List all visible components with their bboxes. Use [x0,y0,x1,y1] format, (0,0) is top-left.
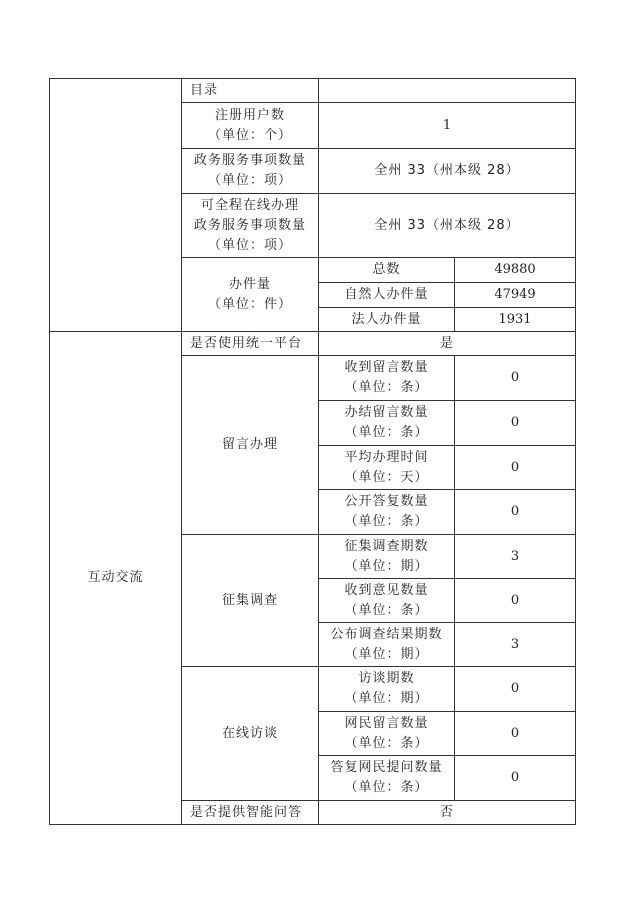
public-replies-value: 0 [510,504,520,519]
cases-natural-person-label: 自然人办件量 [344,287,429,302]
registered-users-label: 注册用户数 （单位：个） [207,107,292,143]
message-handling-group: 留言办理 [221,437,278,452]
section-heading [50,332,181,824]
unified-platform-label: 是否使用统一平台 [190,335,303,351]
gov-service-items-label: 政务服务事项数量 （单位：项） [193,153,306,188]
cases-total-label: 总数 [372,262,401,277]
messages-received-value: 0 [510,370,520,385]
online-service-items-label: 可全程在线办理 政务服务事项数量 （单位：项） [193,197,306,253]
cases-legal-person-value: 1931 [498,311,532,327]
messages-received-label: 收到留言数量 （单位：条） [344,360,429,395]
survey-group: 征集调查 [221,592,278,608]
avg-handling-time-value: 0 [510,459,520,475]
registered-users-value: 1 [442,117,452,133]
gov-service-items-value: 全州 33（州本级 28） [374,163,520,178]
messages-closed-value: 0 [510,415,520,430]
avg-handling-time-label: 平均办理时间 （单位：天） [344,449,429,485]
cases-handled-label: 办件量 （单位：件） [207,276,292,312]
opinions-received-label: 收到意见数量 （单位：条） [344,582,429,618]
cases-natural-person-value: 47949 [494,287,536,302]
opinions-received-value: 0 [510,592,520,608]
smart-qa-value: 否 [439,804,454,820]
unified-platform-value: 是 [439,335,454,351]
table-border-bottom [49,824,576,825]
table-border-right [575,78,576,825]
catalog-label: 目录 [190,82,219,98]
netizen-messages-label: 网民留言数量 （单位：条） [344,715,429,751]
survey-periods-value: 3 [510,548,520,564]
smart-qa-label: 是否提供智能问答 [190,804,303,820]
cases-total-value: 49880 [494,262,536,277]
survey-results-published-label: 公布调查结果期数 （单位：期） [330,626,443,662]
online-service-items-value: 全州 33（州本级 28） [374,217,520,233]
online-interview-group: 在线访谈 [221,725,278,741]
survey-periods-label: 征集调查期数 （单位：期） [344,538,429,574]
netizen-questions-answered-value: 0 [510,770,520,785]
netizen-messages-value: 0 [510,725,520,741]
interview-periods-value: 0 [510,681,520,696]
public-replies-label: 公开答复数量 （单位：条） [344,494,429,529]
section-heading-text: 互动交流 [87,570,144,585]
interview-periods-label: 访谈期数 （单位：期） [344,671,429,706]
cases-legal-person-label: 法人办件量 [351,311,422,327]
netizen-questions-answered-label: 答复网民提问数量 （单位：条） [330,760,443,795]
messages-closed-label: 办结留言数量 （单位：条） [344,405,429,440]
survey-results-published-value: 3 [510,636,520,652]
